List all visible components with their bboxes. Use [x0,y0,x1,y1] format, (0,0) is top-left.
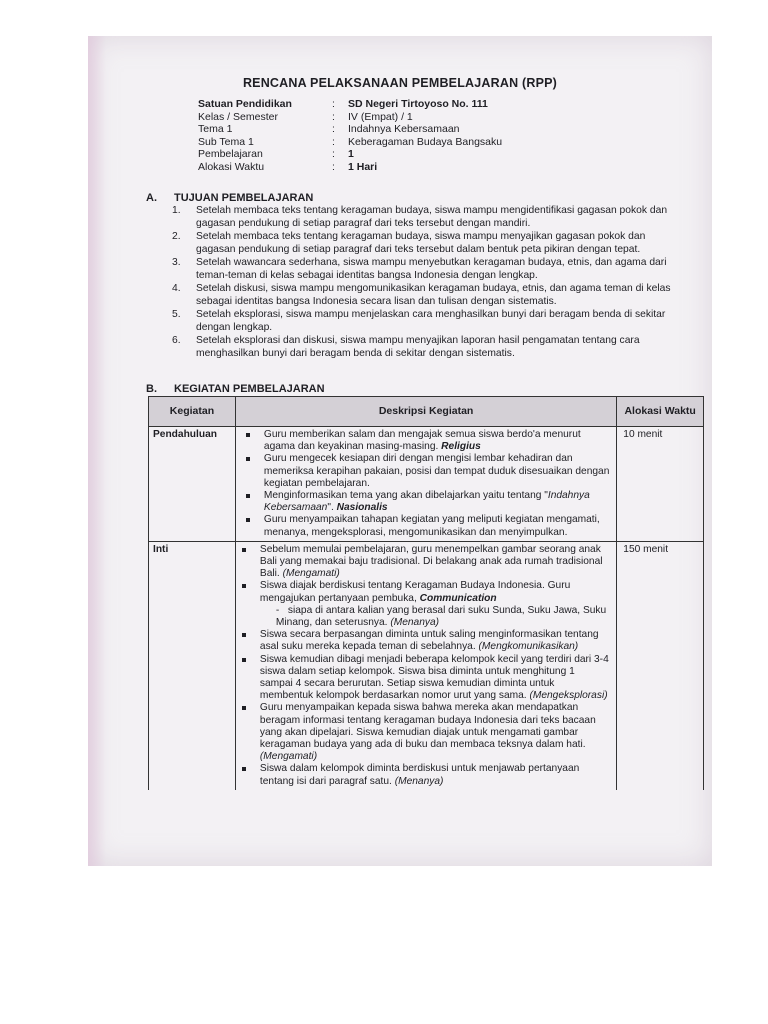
header-deskripsi: Deskripsi Kegiatan [235,397,616,427]
activities-table [148,396,704,790]
activity-tag: (Mengkomunikasikan) [478,641,579,653]
goal-text: Setelah wawancara sederhana, siswa mampu menyebutkan keragaman budaya, etnis, dan agama dari teman-teman di kelas sebagai identitas bangsa Indonesia dengan lengkap. [196,257,667,281]
document-title: RENCANA PELAKSANAAN PEMBELAJARAN (RPP) [242,76,558,90]
list-item [240,429,610,453]
activity-text: Guru menyampaikan tahapan kegiatan yang meliputi kegiatan mengamati, menanya, mengeksplorasi, mengomunikasikan dan menyimpulkan. [263,514,600,538]
section-title: TUJUAN PEMBELAJARAN [174,192,314,204]
identity-value: 1 Hari [348,160,378,173]
activity-tag: (Mengamati) [259,751,318,763]
list-item [240,702,610,763]
activity-text: siapa di antara kalian yang berasal dari suku Sunda, Suku Jawa, Suku Minang, dan seterusnya. [275,604,607,629]
goal-item [172,309,682,334]
goal-text: Setelah diskusi, siswa mampu mengomunikasikan keragaman budaya, etnis, dan agama teman di kelas sebagai identitas bangsa Indonesia secara lisan dan tulisan dengan sistematis. [196,283,671,307]
activity-text: Siswa kemudian dibagi menjadi beberapa kelompok kecil yang terdiri dari 3-4 siswa dalam setiap kelompok. Siswa bisa diminta untuk menghitung 1 sampai 4 secara berurutan. Setiap siswa kemudian diminta untuk membentuk kelompok berdasarkan nomor urut yang sama. [259,653,609,702]
phase-name: Pendahuluan [149,427,236,542]
identity-value: 1 [348,148,354,161]
activity-text: Menginformasikan tema yang akan dibelajarkan yaitu tentang " [263,490,548,502]
identity-row [198,98,502,111]
identity-colon: : [332,135,335,148]
header-kegiatan: Kegiatan [149,397,236,427]
header-alokasi: Alokasi Waktu [617,397,704,427]
activity-list [240,544,610,788]
list-item [240,629,610,653]
identity-row [198,111,502,124]
phase-name: Inti [149,541,236,790]
activity-tag: (Menanya) [394,775,444,787]
identity-colon: : [332,160,335,173]
table-row [149,427,704,542]
goal-number: 2. [172,231,181,242]
skill-tag: Communication [419,592,497,604]
identity-value: Keberagaman Budaya Bangsaku [348,135,503,148]
scanned-page [88,36,712,866]
identity-label: Alokasi Waktu [198,160,265,173]
section-a-heading [146,192,313,204]
goals-list [172,205,682,361]
goal-item [172,231,682,256]
goal-number: 5. [172,309,181,320]
phase-time: 10 menit [617,427,704,542]
table-row [149,541,704,790]
activity-text: Guru menyampaikan kepada siswa bahwa mereka akan mendapatkan beragam informasi tentang keragaman budaya Indonesia dari teks bacaan yang akan dipelajari. Siswa kemudian diajak untuk mengamati gambar keragaman budaya yang ada di buku dan membaca teksnya dalam hati. [259,702,596,751]
goal-text: Setelah eksplorasi, siswa mampu menjelaskan cara menghasilkan bunyi dari beragam benda di sekitar dengan lengkap. [196,309,666,333]
list-item [240,654,610,703]
identity-row [198,123,502,136]
identity-label: Kelas / Semester [198,110,278,123]
identity-label: Tema 1 [198,123,233,136]
identity-colon: : [332,98,335,110]
section-letter: A. [146,192,157,204]
table-header-row [149,397,704,427]
phase-description [235,427,616,542]
phase-time: 150 menit [617,541,704,790]
goal-text: Setelah eksplorasi dan diskusi, siswa mampu menyajikan laporan hasil pengamatan tentang cara menghasilkan bunyi dari beragam benda di sekitar dengan sistematis. [196,335,640,359]
character-tag: Nasionalis [336,502,388,514]
goal-item [172,283,682,308]
identity-block [198,98,502,174]
identity-label: Sub Tema 1 [198,135,254,148]
goal-text: Setelah membaca teks tentang keragaman budaya, siswa mampu menyajikan gagasan pokok dan gagasan pendukung di setiap paragraf dari teks tersebut dalam bentuk peta pikiran dengan tepat. [196,231,646,255]
goal-number: 6. [172,335,181,346]
section-b-heading [146,383,325,395]
identity-row [198,148,502,161]
list-item [240,763,610,787]
identity-row [198,161,502,174]
identity-label: Pembelajaran [198,148,263,161]
list-item [240,453,610,490]
goal-number: 3. [172,257,181,268]
list-item [240,544,610,581]
identity-row [198,136,502,149]
list-item [240,514,610,538]
activity-list [240,429,610,539]
goal-item [172,257,682,282]
list-item [240,580,610,629]
list-item [240,490,610,514]
dash-marker: - [275,604,280,616]
identity-value: SD Negeri Tirtoyoso No. 111 [348,98,488,110]
activity-text: Guru memberikan salam dan mengajak semua siswa berdo'a menurut agama dan keyakinan masing-masing. [263,429,581,453]
goal-number: 1. [172,205,181,216]
goal-item [172,335,682,360]
activity-tag: (Menanya) [390,617,440,629]
identity-colon: : [332,110,335,123]
character-tag: Religius [441,441,481,453]
identity-value: IV (Empat) / 1 [348,110,413,123]
identity-colon: : [332,148,335,161]
activity-text: Siswa secara berpasangan diminta untuk saling menginformasikan tentang asal suku mereka kepada teman di sebelahnya. [259,629,599,653]
goal-item [172,205,682,230]
activity-tag: (Mengamati) [282,568,340,580]
activity-tag: (Mengeksplorasi) [529,690,608,702]
section-letter: B. [146,383,157,395]
identity-colon: : [332,123,335,136]
phase-description [235,541,616,790]
identity-label: Satuan Pendidikan [198,98,292,110]
activity-text: Siswa dalam kelompok diminta berdiskusi untuk menjawab pertanyaan tentang isi dari paragraf satu. [259,763,580,787]
identity-value: Indahnya Kebersamaan [348,123,460,136]
activity-text: ". [327,502,337,514]
theme-name: Indahnya Kebersamaan [263,490,590,514]
sub-item [260,605,610,629]
goal-number: 4. [172,283,181,294]
section-title: KEGIATAN PEMBELAJARAN [174,383,325,395]
activity-text: Sebelum memulai pembelajaran, guru menempelkan gambar seorang anak Bali yang memakai baju tradisional. Di belakang anak ada rumah tradisional Bali. [259,543,603,580]
goal-text: Setelah membaca teks tentang keragaman budaya, siswa mampu mengidentifikasi gagasan pokok dan gagasan pendukung di setiap paragraf dari teks tersebut dengan mandiri. [196,205,668,229]
activity-text: Guru mengecek kesiapan diri dengan mengisi lembar kehadiran dan memeriksa kerapihan pakaian, posisi dan tempat duduk disesuaikan dengan kegiatan pembelajaran. [263,453,610,489]
activity-text: Siswa diajak berdiskusi tentang Keragaman Budaya Indonesia. Guru mengajukan pertanyaan pembuka, [259,580,571,604]
